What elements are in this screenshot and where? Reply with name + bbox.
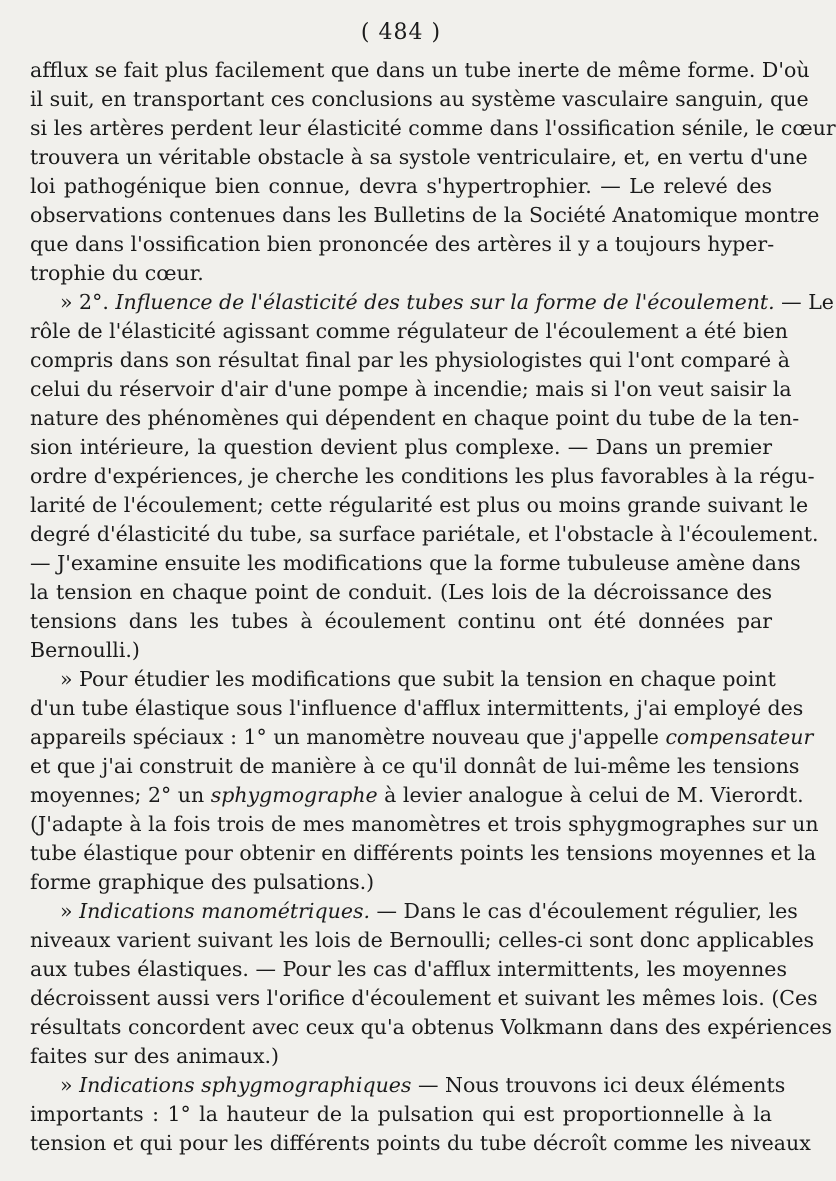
page-number: ( 484 ) <box>360 20 442 45</box>
text-segment: résultats concordent avec ceux qu'a obtenus Volkmann dans des expériences <box>30 1015 833 1039</box>
text-segment: compris dans son résultat final par les physiologistes qui l'ont comparé à <box>30 348 790 372</box>
text-line <box>30 172 772 201</box>
paragraph <box>30 288 834 665</box>
text-segment: niveaux varient suivant les lois de Bernoulli; celles-ci sont donc applicables <box>30 928 815 952</box>
text-line <box>30 56 810 85</box>
text-line <box>30 346 790 375</box>
text-line <box>30 404 800 433</box>
text-segment: sion intérieure, la question devient plus complexe. — Dans un premier <box>30 435 772 459</box>
italic-text: Influence de l'élasticité des tubes sur la forme de l'écoulement. <box>115 290 775 314</box>
text-line <box>30 259 772 288</box>
text-line <box>30 462 815 491</box>
text-line <box>30 752 800 781</box>
text-segment: la tension en chaque point de conduit. (Les lois de la décroissance des <box>30 580 772 604</box>
paragraph <box>30 665 819 897</box>
text-line <box>30 317 788 346</box>
italic-text: Indications manométriques. <box>79 899 370 923</box>
paragraph <box>30 897 833 1071</box>
text-line <box>30 897 798 926</box>
text-segment: larité de l'écoulement; cette régularité est plus ou moins grande suivant le <box>30 493 809 517</box>
text-line <box>30 520 819 549</box>
text-segment: aux tubes élastiques. — Pour les cas d'afflux intermittents, les moyennes <box>30 957 787 981</box>
text-segment: Bernoulli.) <box>30 638 140 662</box>
text-segment: nature des phénomènes qui dépendent en chaque point du tube de la ten- <box>30 406 800 430</box>
text-line <box>30 1100 772 1129</box>
italic-text: Indications sphygmographiques <box>79 1073 412 1097</box>
text-line <box>30 143 808 172</box>
text-line <box>30 839 817 868</box>
text-line <box>30 230 775 259</box>
text-segment: (J'adapte à la fois trois de mes manomètres et trois sphygmographes sur un <box>30 812 819 836</box>
text-segment: forme graphique des pulsations.) <box>30 870 375 894</box>
italic-text: compensateur <box>665 725 814 749</box>
text-segment: il suit, en transportant ces conclusions au système vasculaire sanguin, que <box>30 87 809 111</box>
text-segment: faites sur des animaux.) <box>30 1044 280 1068</box>
text-segment: à levier analogue à celui de M. Vierordt. <box>377 783 804 807</box>
text-segment: — Nous trouvons ici deux éléments <box>411 1073 786 1097</box>
text-line <box>30 868 772 897</box>
text-segment: afflux se fait plus facilement que dans un tube inerte de même forme. D'où <box>30 58 810 82</box>
text-line <box>30 984 818 1013</box>
text-segment: que dans l'ossification bien prononcée des artères il y a toujours hyper- <box>30 232 775 256</box>
text-line <box>30 607 772 636</box>
text-line <box>30 1129 811 1158</box>
text-segment: et que j'ai construit de manière à ce qu'il donnât de lui-même les tensions <box>30 754 800 778</box>
text-segment: degré d'élasticité du tube, sa surface pariétale, et l'obstacle à l'écoulement. <box>30 522 819 546</box>
text-line <box>30 288 834 317</box>
text-segment: — Le <box>774 290 834 314</box>
text-line <box>30 375 792 404</box>
text-line <box>30 665 776 694</box>
text-segment: » 2°. <box>60 290 116 314</box>
text-segment: — Dans le cas d'écoulement régulier, les <box>370 899 798 923</box>
text-segment: décroissent aussi vers l'orifice d'écoulement et suivant les mêmes lois. (Ces <box>30 986 818 1010</box>
text-segment: appareils spéciaux : 1° un manomètre nouveau que j'appelle <box>30 725 666 749</box>
text-segment: rôle de l'élasticité agissant comme régulateur de l'écoulement a été bien <box>30 319 788 343</box>
text-line <box>30 926 815 955</box>
text-segment: tensions dans les tubes à écoulement continu ont été données par <box>30 609 772 633</box>
text-segment: » Pour étudier les modifications que subit la tension en chaque point <box>60 667 776 691</box>
text-segment: tube élastique pour obtenir en différents points les tensions moyennes et la <box>30 841 817 865</box>
body-text <box>30 56 836 1158</box>
text-segment: importants : 1° la hauteur de la pulsation qui est proportionnelle à la <box>30 1102 772 1126</box>
text-line <box>30 201 820 230</box>
text-segment: d'un tube élastique sous l'influence d'afflux intermittents, j'ai employé des <box>30 696 804 720</box>
text-segment: moyennes; 2° un <box>30 783 211 807</box>
text-line <box>30 549 801 578</box>
text-line <box>30 1071 786 1100</box>
text-line <box>30 955 787 984</box>
text-segment: » <box>60 899 80 923</box>
text-segment: si les artères perdent leur élasticité comme dans l'ossification sénile, le cœur <box>30 116 836 140</box>
text-line <box>30 85 809 114</box>
text-line <box>30 114 836 143</box>
text-segment: loi pathogénique bien connue, devra s'hypertrophier. — Le relevé des <box>30 174 772 198</box>
text-line <box>30 810 819 839</box>
text-line <box>30 636 772 665</box>
text-segment: trophie du cœur. <box>30 261 204 285</box>
text-line <box>30 723 814 752</box>
text-line <box>30 781 804 810</box>
text-segment: ordre d'expériences, je cherche les conditions les plus favorables à la régu- <box>30 464 815 488</box>
text-segment: — J'examine ensuite les modifications que la forme tubuleuse amène dans <box>30 551 801 575</box>
text-line <box>30 433 772 462</box>
text-line <box>30 1042 772 1071</box>
text-line <box>30 694 804 723</box>
italic-text: sphygmographe <box>210 783 378 807</box>
text-segment: » <box>60 1073 80 1097</box>
text-line <box>30 578 772 607</box>
text-line <box>30 1013 833 1042</box>
text-segment: tension et qui pour les différents points du tube décroît comme les niveaux <box>30 1131 811 1155</box>
text-segment: celui du réservoir d'air d'une pompe à incendie; mais si l'on veut saisir la <box>30 377 792 401</box>
paragraph <box>30 1071 811 1158</box>
text-line <box>30 491 809 520</box>
text-segment: trouvera un véritable obstacle à sa systole ventriculaire, et, en vertu d'une <box>30 145 808 169</box>
text-segment: observations contenues dans les Bulletins de la Société Anatomique montre <box>30 203 820 227</box>
paragraph <box>30 56 836 288</box>
